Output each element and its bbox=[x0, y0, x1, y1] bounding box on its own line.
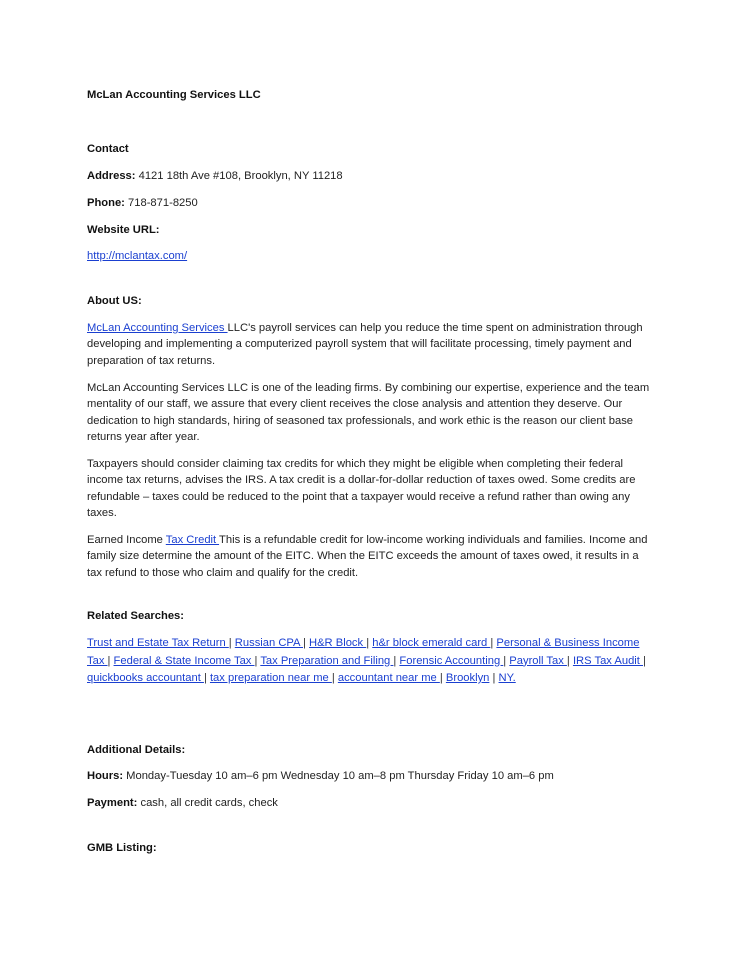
website-label-line bbox=[87, 222, 653, 238]
about-paragraph-2: McLan Accounting Services LLC is one of the leading firms. By combining our expertise, experience and the team mentality of our staff, we assure that every client receives the close analysis and attention they deserve. Our dedication to high standards, hiring of seasoned tax professionals, and work ethic is the reason our client base returns year after year. bbox=[87, 382, 650, 443]
hours-value: Monday-Tuesday 10 am–6 pm Wednesday 10 am–8 pm Thursday Friday 10 am–6 pm bbox=[126, 770, 554, 782]
about-paragraph-4: Earned Income Tax Credit This is a refundable credit for low-income working individuals and families. Income and family size determine the amount of the EITC. When the EITC exceeds the amount of taxes owed, it results in a tax refund to those who claim and qualify for the credit. bbox=[87, 534, 648, 579]
gmb-heading: GMB Listing: bbox=[87, 842, 157, 854]
related-heading: Related Searches: bbox=[87, 610, 185, 622]
related-link[interactable]: Brooklyn bbox=[445, 672, 490, 684]
related-link[interactable]: Payroll Tax bbox=[509, 654, 567, 667]
website-label: Website URL: bbox=[87, 224, 160, 236]
related-link[interactable]: tax preparation near me bbox=[209, 672, 332, 684]
about-paragraph-1: McLan Accounting Services LLC's payroll services can help you reduce the time spent on administration through developing and implementing a computerized payroll system that will facilitate processing, timely payment and preparation of tax returns. bbox=[87, 322, 643, 367]
about-paragraph-3: Taxpayers should consider claiming tax credits for which they might be eligible when completing their federal income tax returns, advises the IRS. A tax credit is a dollar-for-dollar reduction of taxes owed. Some credits are refundable – taxes could be reduced to the point that a taxpayer would receive a refund rather than owing any taxes. bbox=[87, 458, 636, 519]
address-line bbox=[87, 168, 653, 184]
about-heading: About US: bbox=[87, 295, 142, 307]
related-link[interactable]: accountant near me bbox=[337, 672, 440, 684]
related-link[interactable]: Russian CPA bbox=[234, 637, 303, 649]
payment-line bbox=[87, 795, 653, 811]
address-value: 4121 18th Ave #108, Brooklyn, NY 11218 bbox=[138, 170, 343, 182]
address-label: Address: bbox=[87, 170, 136, 182]
related-link[interactable]: H&R Block bbox=[309, 637, 367, 649]
website-line bbox=[87, 248, 653, 264]
company-title: McLan Accounting Services LLC bbox=[87, 89, 261, 101]
related-link[interactable]: Personal & Business Income Tax bbox=[87, 637, 640, 667]
payment-label: Payment: bbox=[87, 797, 138, 809]
payment-value: cash, all credit cards, check bbox=[140, 797, 278, 809]
hours-line bbox=[87, 768, 653, 784]
website-link[interactable]: http://mclantax.com/ bbox=[87, 250, 188, 262]
contact-heading: Contact bbox=[87, 143, 129, 155]
related-link[interactable]: NY. bbox=[498, 672, 516, 684]
details-heading: Additional Details: bbox=[87, 744, 186, 756]
related-link[interactable]: h&r block emerald card bbox=[372, 637, 491, 649]
related-link[interactable]: Forensic Accounting bbox=[399, 654, 504, 667]
related-link[interactable]: quickbooks accountant bbox=[87, 672, 204, 684]
hours-label: Hours: bbox=[87, 770, 124, 782]
related-link[interactable]: Federal & State Income Tax bbox=[113, 654, 255, 667]
related-links: Trust and Estate Tax Return | Russian CPA | H&R Block | h&r block emerald card | Personal & Business Income Tax | Federal & State Income Tax | Tax Preparation and Filing | Forensic Accounting | Payroll Tax | IRS Tax Audit | quickbooks accountant | tax preparation near me | accountant near me | Brooklyn | NY. bbox=[87, 637, 646, 684]
related-link[interactable]: IRS Tax Audit bbox=[572, 654, 643, 667]
company-link[interactable]: McLan Accounting Services bbox=[87, 322, 228, 334]
phone-label: Phone: bbox=[87, 197, 125, 209]
related-link[interactable]: Tax Preparation and Filing bbox=[260, 654, 394, 667]
phone-value: 718-871-8250 bbox=[128, 197, 198, 209]
tax-credit-link[interactable]: Tax Credit bbox=[165, 534, 220, 546]
phone-line bbox=[87, 195, 653, 211]
related-link[interactable]: Trust and Estate Tax Return bbox=[87, 637, 229, 649]
